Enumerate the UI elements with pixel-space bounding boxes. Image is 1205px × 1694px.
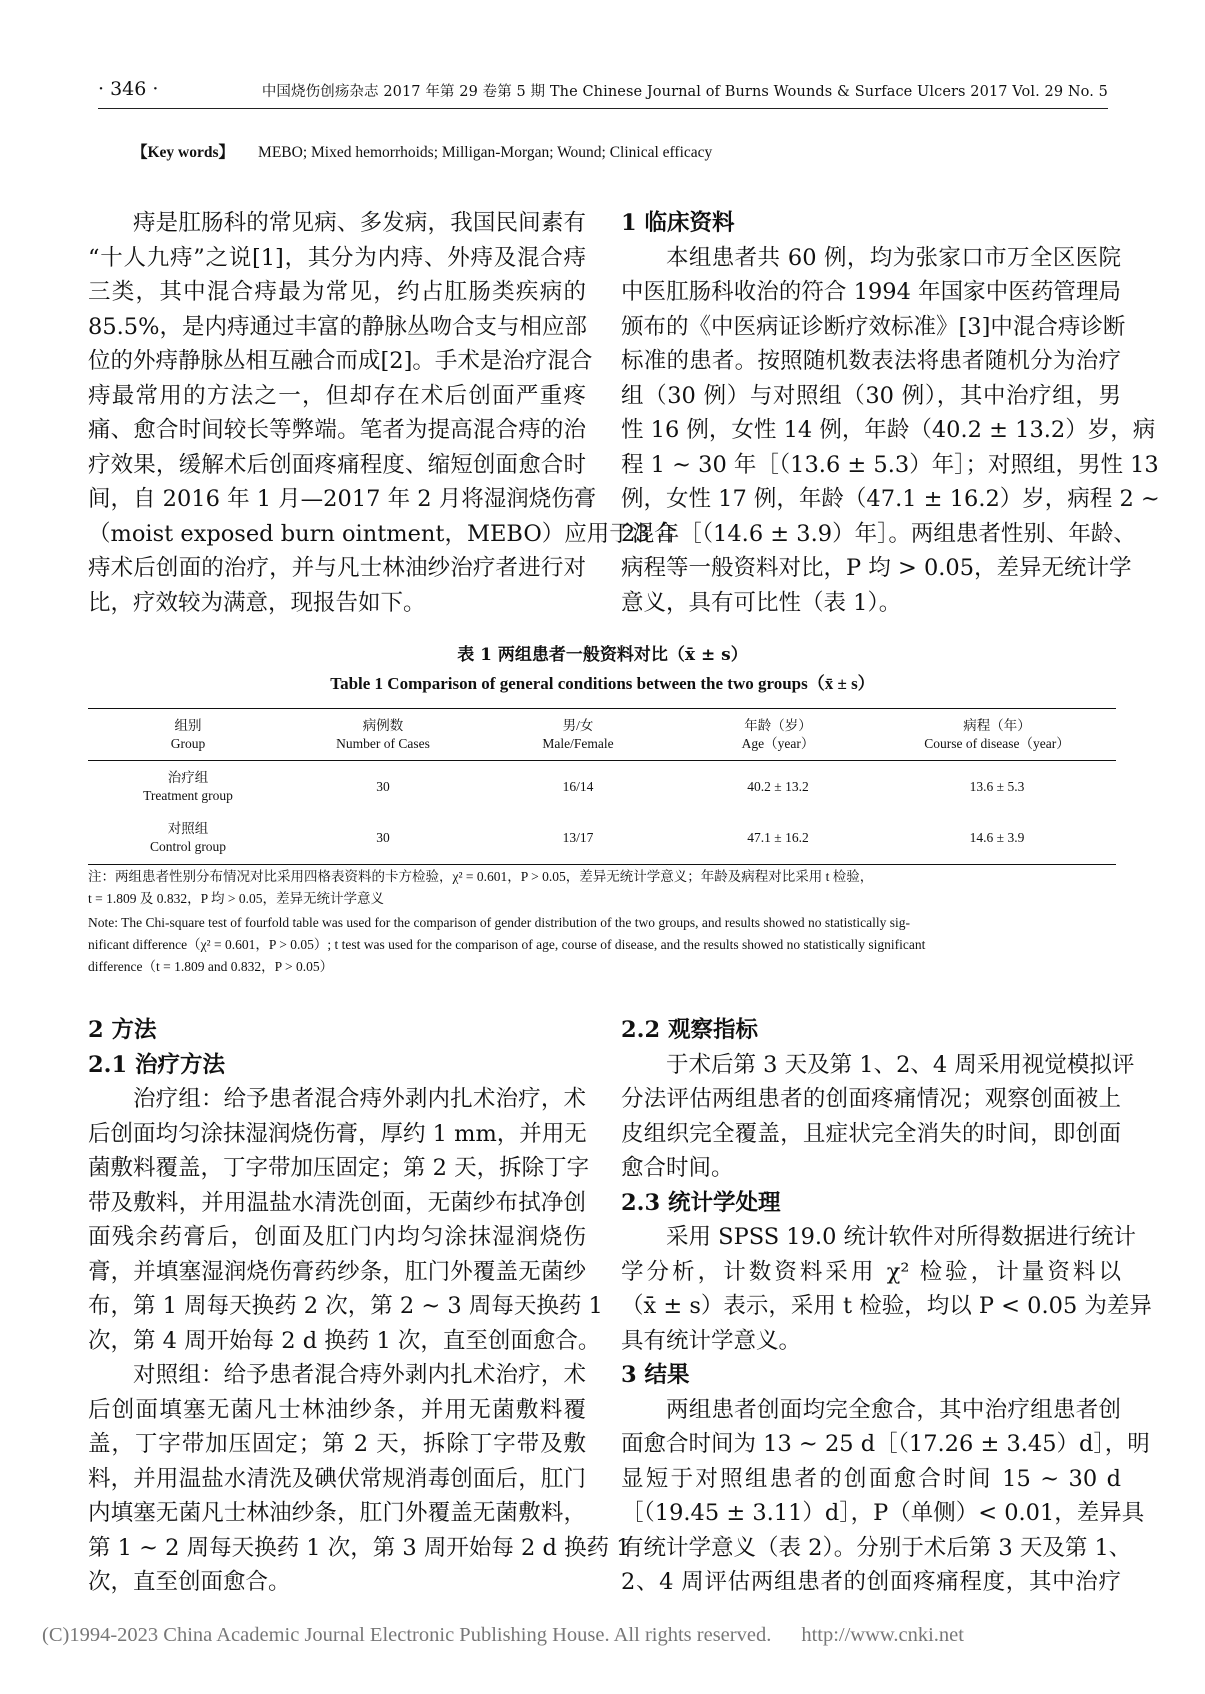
page-number: · 346 · bbox=[98, 78, 159, 100]
clinical-data-section bbox=[621, 206, 1160, 620]
table-header-cell: 男/女 Male/Female bbox=[542, 717, 614, 751]
text-line: 中医肛肠科收治的符合 1994 年国家中医药管理局 bbox=[621, 279, 1121, 305]
text-line: 程 1 ~ 30 年［（13.6 ± 5.3）年］；对照组，男性 13 bbox=[621, 451, 1159, 478]
text-line: 膏，并填塞湿润烧伤膏药纱条，肛门外覆盖无菌纱 bbox=[88, 1258, 586, 1285]
table-cell: 14.6 ± 3.9 bbox=[969, 830, 1025, 846]
keywords-label: 【Key words】 bbox=[132, 144, 235, 161]
table-header-row bbox=[88, 709, 1116, 761]
text-line: 间，自 2016 年 1 月—2017 年 2 月将湿润烧伤膏 bbox=[88, 486, 597, 512]
table-row bbox=[88, 813, 1116, 865]
note-line: t = 1.809 及 0.832，P 均 > 0.05，差异无统计学意义 bbox=[88, 891, 384, 906]
text-line: 采用 SPSS 19.0 统计软件对所得数据进行统计 bbox=[666, 1224, 1137, 1250]
text-line: “十人九痔”之说[1]，其分为内痔、外痔及混合痔 bbox=[88, 244, 586, 271]
text-line: 学分析，计数资料采用 χ² 检验，计量资料以 bbox=[621, 1258, 1121, 1285]
table-row bbox=[88, 761, 1116, 813]
text-line: 后创面填塞无菌凡士林油纱条，并用无菌敷料覆 bbox=[88, 1396, 586, 1423]
table-header-cell: 年龄（岁） Age（year） bbox=[741, 717, 815, 751]
text-line: 标准的患者。按照随机数表法将患者随机分为治疗 bbox=[621, 348, 1121, 374]
text-line: 病程等一般资料对比，P 均 > 0.05，差异无统计学 bbox=[621, 555, 1132, 581]
copyright-text: (C)1994-2023 China Academic Journal Electronic Publishing House. All rights reserved. bbox=[42, 1624, 772, 1646]
text-line: （x̄ ± s）表示，采用 t 检验，均以 P < 0.05 为差异 bbox=[621, 1293, 1152, 1319]
methods-results-section bbox=[621, 1013, 1152, 1600]
table-cell: 16/14 bbox=[562, 778, 594, 794]
text-line: 85.5%，是内痔通过丰富的静脉丛吻合支与相应部 bbox=[88, 313, 587, 340]
text-line: 痔最常用的方法之一，但却存在术后创面严重疼 bbox=[88, 382, 586, 409]
section-heading: 2 方法 bbox=[88, 1017, 157, 1043]
text-line: 本组患者共 60 例，均为张家口市万全区医院 bbox=[666, 244, 1121, 271]
table-cell: 治疗组 Treatment group bbox=[143, 769, 233, 803]
text-line: 第 1 ~ 2 周每天换药 1 次，第 3 周开始每 2 d 换药 1 bbox=[88, 1534, 631, 1561]
table-caption-en: Table 1 Comparison of general conditions between the two groups（x̄ ± s） bbox=[330, 674, 875, 693]
text-line: 愈合时间。 bbox=[621, 1155, 734, 1181]
table-cell: 30 bbox=[376, 830, 390, 846]
keywords-text: MEBO; Mixed hemorrhoids; Milligan-Morgan; Wound; Clinical efficacy bbox=[258, 144, 713, 161]
footer-url[interactable]: http://www.cnki.net bbox=[801, 1624, 964, 1646]
section-heading: 1 临床资料 bbox=[621, 210, 735, 236]
text-line: 23 年［（14.6 ± 3.9）年］。两组患者性别、年龄、 bbox=[621, 520, 1136, 547]
table-cell: 13.6 ± 5.3 bbox=[969, 778, 1025, 794]
text-line: 于术后第 3 天及第 1、2、4 周采用视觉模拟评 bbox=[666, 1051, 1135, 1078]
methods-section bbox=[88, 1013, 631, 1600]
text-line: 位的外痔静脉丛相互融合而成[2]。手术是治疗混合 bbox=[88, 348, 593, 374]
table-header-cell: 组别 Group bbox=[170, 717, 206, 751]
table-note-en bbox=[88, 912, 1118, 978]
note-line: difference（t = 1.809 and 0.832，P > 0.05） bbox=[88, 959, 334, 974]
text-line: 盖，丁字带加压固定；第 2 天，拆除丁字带及敷 bbox=[88, 1431, 586, 1457]
table-header-cell: 病例数 Number of Cases bbox=[336, 717, 430, 751]
text-line: 带及敷料，并用温盐水清洗创面，无菌纱布拭净创 bbox=[88, 1189, 586, 1216]
text-line: 对照组：给予患者混合痔外剥内扎术治疗，术 bbox=[133, 1362, 586, 1388]
text-line: 后创面均匀涂抹湿润烧伤膏，厚约 1 mm，并用无 bbox=[88, 1120, 587, 1147]
text-line: 颁布的《中医病证诊断疗效标准》[3]中混合痔诊断 bbox=[621, 313, 1126, 340]
table-note-cn bbox=[88, 866, 1118, 910]
text-line: 面愈合时间为 13 ~ 25 d［（17.26 ± 3.45）d］，明 bbox=[621, 1431, 1150, 1457]
text-line: 显短于对照组患者的创面愈合时间 15 ~ 30 d bbox=[621, 1465, 1121, 1492]
table-cell: 47.1 ± 16.2 bbox=[747, 830, 809, 846]
text-line: 性 16 例，女性 14 例，年龄（40.2 ± 13.2）岁，病 bbox=[621, 417, 1156, 443]
subsection-heading: 2.3 统计学处理 bbox=[621, 1189, 781, 1216]
copyright-footer bbox=[42, 1624, 994, 1647]
intro-paragraph bbox=[88, 206, 677, 620]
table-cell: 30 bbox=[376, 778, 390, 794]
table-1 bbox=[88, 708, 1116, 865]
text-line: 治疗组：给予患者混合痔外剥内扎术治疗，术 bbox=[133, 1086, 586, 1112]
section-heading: 3 结果 bbox=[621, 1362, 690, 1388]
subsection-heading: 2.2 观察指标 bbox=[621, 1017, 758, 1043]
text-line: 面残余药膏后，创面及肛门内均匀涂抹湿润烧伤 bbox=[88, 1224, 586, 1250]
table-cell: 对照组 Control group bbox=[149, 821, 227, 855]
keywords bbox=[132, 140, 712, 162]
text-line: （moist exposed burn ointment，MEBO）应用于混合 bbox=[88, 520, 677, 547]
subsection-heading: 2.1 治疗方法 bbox=[88, 1051, 225, 1078]
note-line: nificant difference（χ² = 0.601，P > 0.05）; t test was used for the comparison of age, course of disease, and the results showed no statistically significant bbox=[88, 937, 926, 952]
table-header-cell: 病程（年） Course of disease（year） bbox=[924, 717, 1070, 751]
text-line: 意义，具有可比性（表 1）。 bbox=[621, 589, 902, 616]
text-line: 有统计学意义（表 2）。分别于术后第 3 天及第 1、 bbox=[621, 1534, 1132, 1561]
text-line: 痔术后创面的治疗，并与凡士林油纱治疗者进行对 bbox=[88, 555, 586, 581]
running-header bbox=[98, 78, 1108, 109]
text-line: 次，第 4 周开始每 2 d 换药 1 次，直至创面愈合。 bbox=[88, 1327, 601, 1354]
text-line: 具有统计学意义。 bbox=[621, 1327, 802, 1354]
text-line: 比，疗效较为满意，现报告如下。 bbox=[88, 589, 426, 616]
text-line: 例，女性 17 例，年龄（47.1 ± 16.2）岁，病程 2 ~ bbox=[621, 486, 1160, 512]
text-line: 2、4 周评估两组患者的创面疼痛程度，其中治疗 bbox=[621, 1569, 1121, 1595]
text-line: 三类，其中混合痔最为常见，约占肛肠类疾病的 bbox=[88, 279, 586, 305]
journal-title: 中国烧伤创疡杂志 2017 年第 29 卷第 5 期 The Chinese Journal of Burns Wounds & Surface Ulcers 2017 Vol. 29 No. 5 bbox=[261, 84, 1108, 100]
text-line: 痛、愈合时间较长等弊端。笔者为提高混合痔的治 bbox=[88, 417, 586, 443]
note-line: Note: The Chi-square test of fourfold table was used for the comparison of gender distribution of the two groups, and results showed no statistically sig- bbox=[88, 915, 910, 930]
table-caption-cn: 表 1 两组患者一般资料对比（x̄ ± s） bbox=[457, 645, 748, 665]
text-line: 皮组织完全覆盖，且症状完全消失的时间，即创面 bbox=[621, 1120, 1121, 1147]
table-cell: 40.2 ± 13.2 bbox=[747, 778, 809, 794]
text-line: 两组患者创面均完全愈合，其中治疗组患者创 bbox=[666, 1396, 1121, 1423]
text-line: 组（30 例）与对照组（30 例），其中治疗组，男 bbox=[621, 382, 1121, 409]
text-line: 痔是肛肠科的常见病、多发病，我国民间素有 bbox=[133, 210, 586, 236]
table-cell: 13/17 bbox=[562, 830, 594, 846]
text-line: 菌敷料覆盖，丁字带加压固定；第 2 天，拆除丁字 bbox=[88, 1155, 590, 1181]
text-line: 内填塞无菌凡士林油纱条，肛门外覆盖无菌敷料， bbox=[88, 1500, 586, 1526]
text-line: 分法评估两组患者的创面疼痛情况；观察创面被上 bbox=[621, 1086, 1121, 1112]
text-line: ［（19.45 ± 3.11）d］，P（单侧）< 0.01，差异具 bbox=[621, 1500, 1145, 1526]
text-line: 次，直至创面愈合。 bbox=[88, 1569, 291, 1595]
text-line: 疗效果，缓解术后创面疼痛程度、缩短创面愈合时 bbox=[88, 451, 586, 478]
note-line: 注：两组患者性别分布情况对比采用四格表资料的卡方检验，χ² = 0.601，P > 0.05，差异无统计学意义；年龄及病程对比采用 t 检验， bbox=[88, 869, 874, 884]
text-line: 布，第 1 周每天换药 2 次，第 2 ~ 3 周每天换药 1 bbox=[88, 1293, 603, 1319]
text-line: 料，并用温盐水清洗及碘伏常规消毒创面后，肛门 bbox=[88, 1465, 586, 1492]
